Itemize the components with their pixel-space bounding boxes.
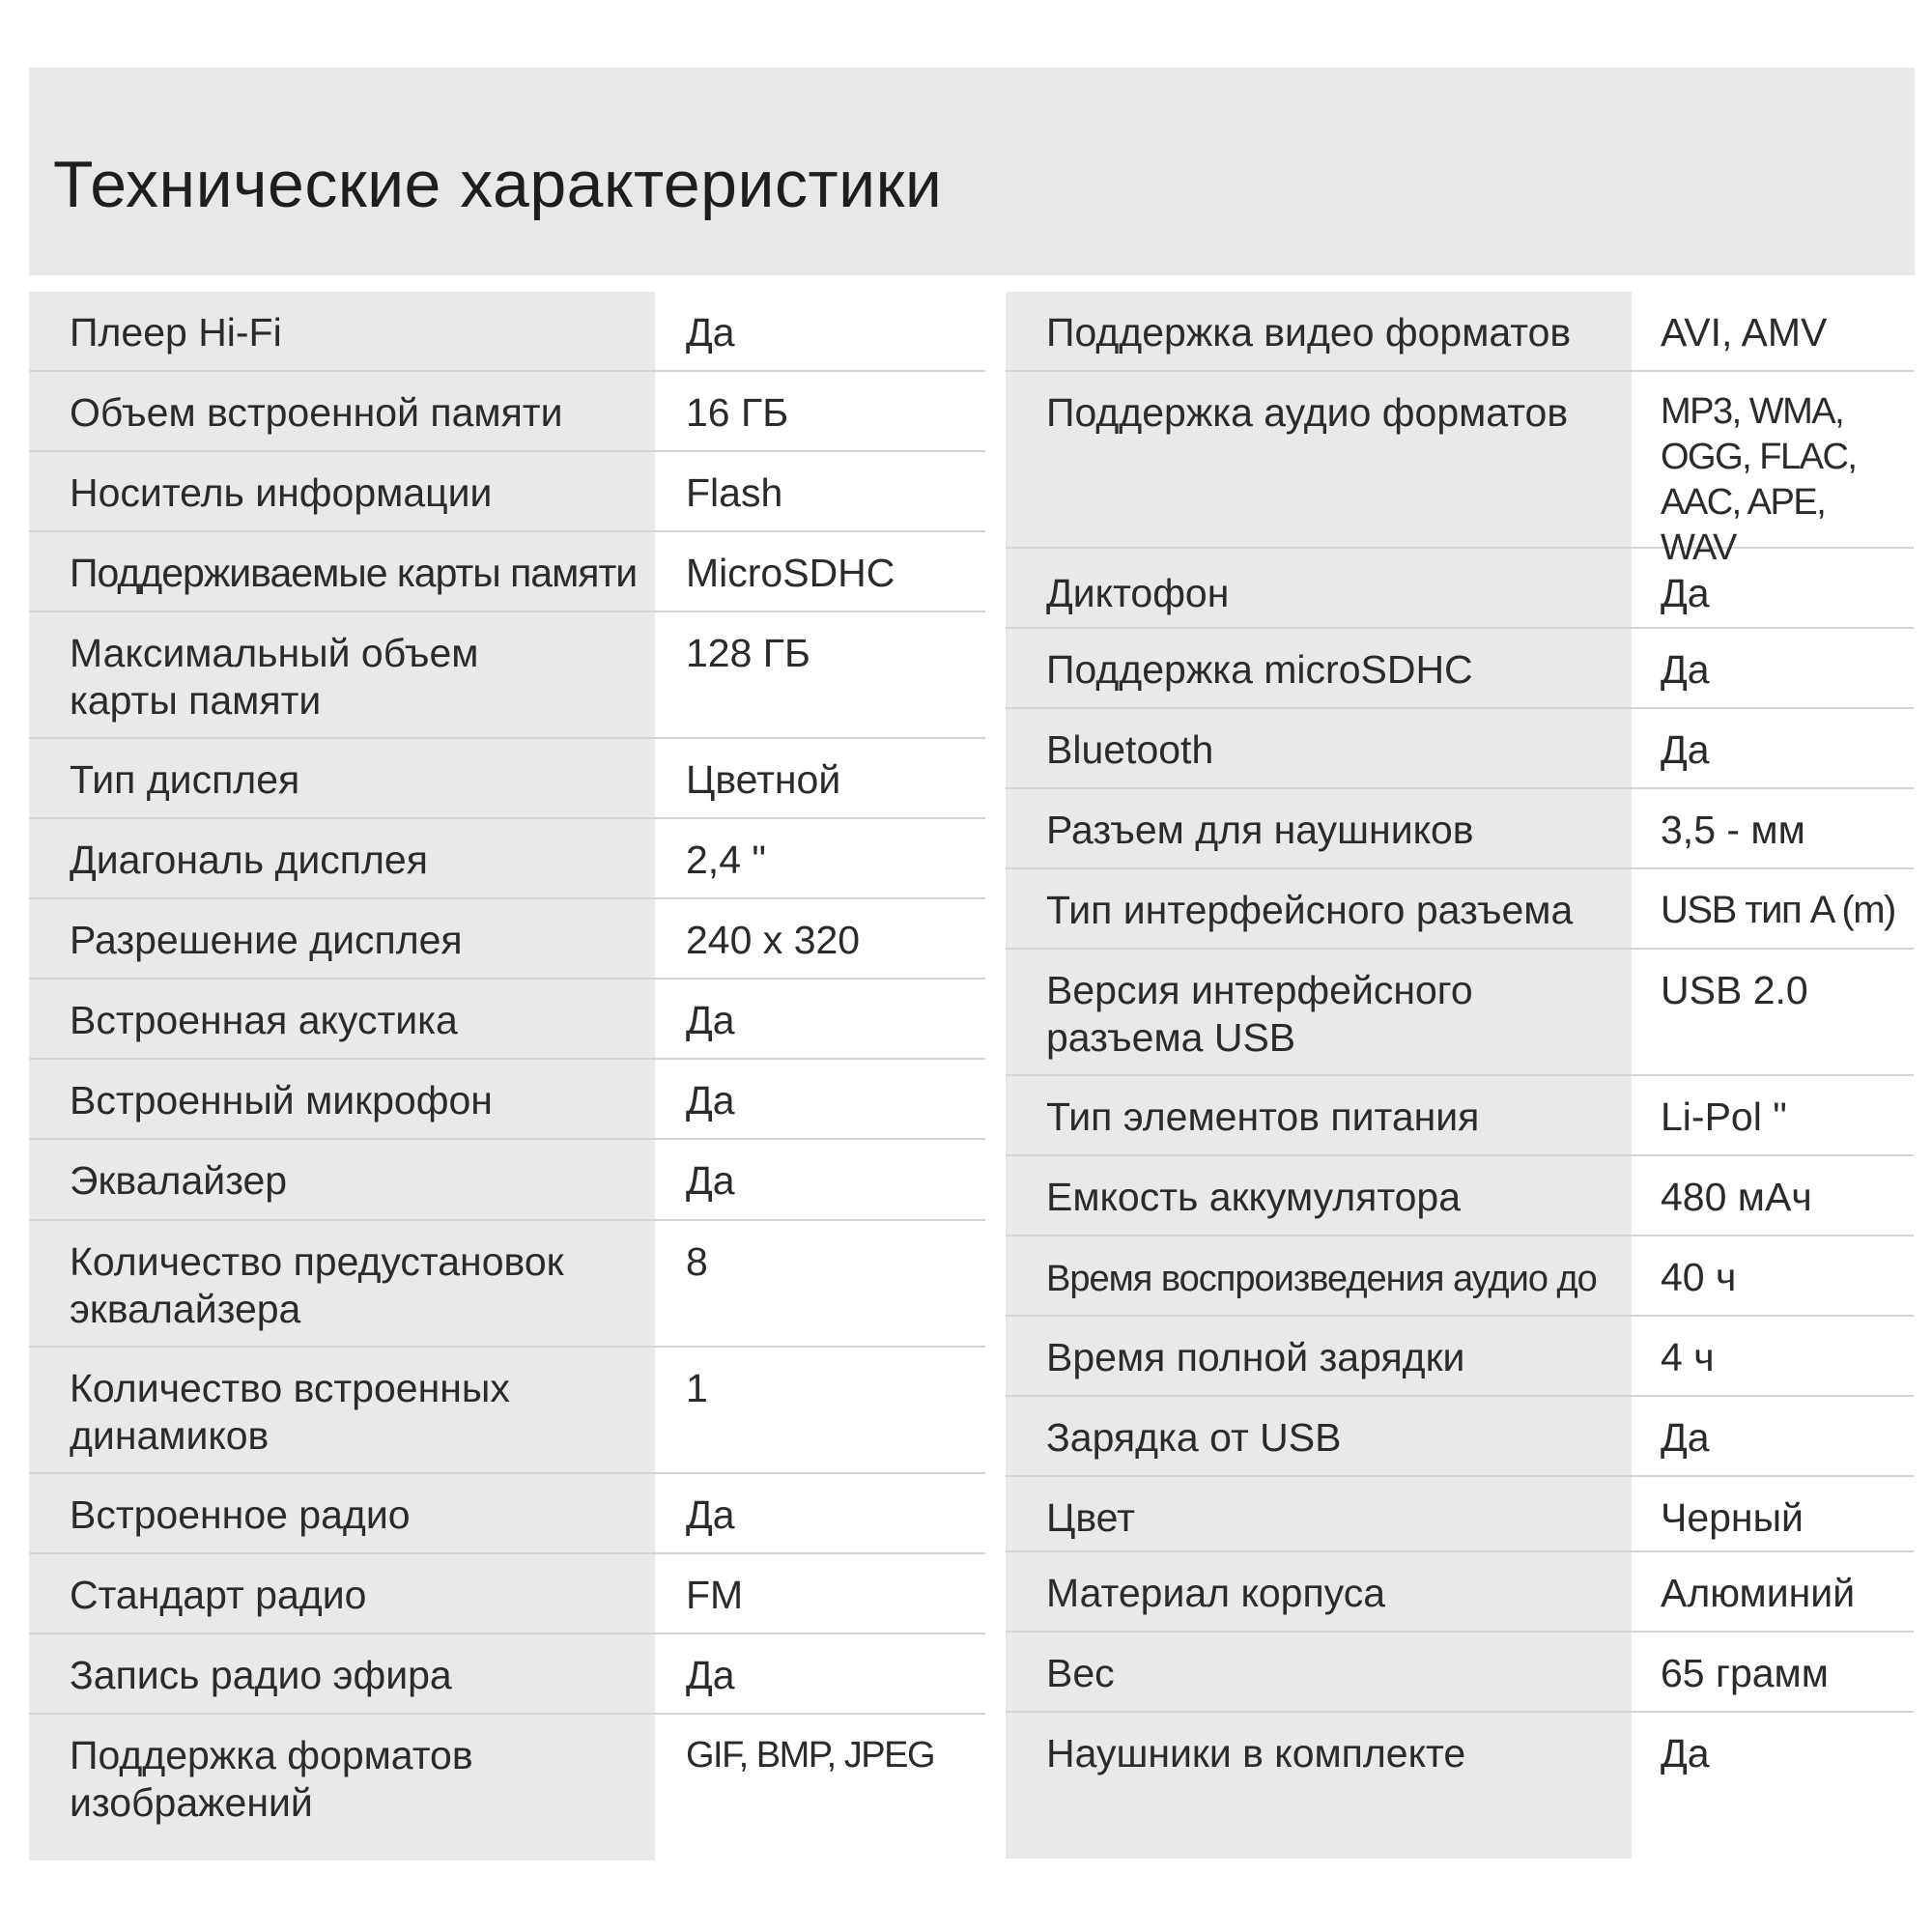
- spec-value: 4 ч: [1661, 1335, 1715, 1379]
- spec-value: Li-Pol ": [1661, 1094, 1787, 1139]
- spec-value: Да: [686, 1653, 735, 1697]
- spec-label: Поддержка видео форматов: [1046, 310, 1572, 355]
- spec-label: Зарядка от USB: [1046, 1415, 1342, 1460]
- spec-row: [1006, 1552, 1914, 1633]
- spec-row: [29, 1715, 985, 1861]
- spec-label: Объем встроенной памяти: [70, 390, 563, 435]
- spec-row: [1006, 1633, 1914, 1713]
- spec-row: [29, 1554, 985, 1634]
- spec-value: Да: [686, 1078, 735, 1122]
- spec-row: [29, 1221, 985, 1348]
- spec-label: Носитель информации: [70, 470, 493, 515]
- spec-row: [29, 819, 985, 899]
- spec-value: USB тип A (m): [1661, 889, 1895, 931]
- spec-row: [1006, 1397, 1914, 1477]
- spec-value: Цветной: [686, 757, 841, 802]
- spec-value: USB 2.0: [1661, 968, 1808, 1012]
- spec-label: Встроенный микрофон: [70, 1078, 493, 1122]
- spec-value: 8: [686, 1239, 708, 1284]
- spec-row: [1006, 1713, 1914, 1859]
- spec-row: [29, 1348, 985, 1474]
- spec-value: Да: [1661, 571, 1710, 615]
- spec-value: Да: [686, 1492, 735, 1537]
- spec-value: Да: [1661, 1731, 1710, 1776]
- spec-label: Максимальный объем карты памяти: [70, 631, 479, 723]
- spec-label: Поддержка форматов изображений: [70, 1733, 473, 1825]
- spec-row: [29, 452, 985, 532]
- spec-label: Разъем для наушников: [1046, 808, 1474, 852]
- spec-label: Встроенное радио: [70, 1492, 411, 1537]
- spec-row: [1006, 1076, 1914, 1156]
- spec-value: Да: [686, 998, 735, 1042]
- spec-row: [1006, 292, 1914, 372]
- spec-label: Стандарт радио: [70, 1573, 367, 1617]
- spec-row: [1006, 549, 1914, 629]
- spec-value: Да: [686, 1158, 735, 1203]
- spec-label: Количество предустановок эквалайзера: [70, 1239, 564, 1331]
- spec-row: [1006, 1477, 1914, 1552]
- spec-value: 65 грамм: [1661, 1651, 1829, 1695]
- spec-label: Тип дисплея: [70, 757, 300, 802]
- spec-value: Да: [1661, 1415, 1710, 1460]
- spec-value: 2,4 ": [686, 838, 766, 882]
- spec-label: Версия интерфейсного разъема USB: [1046, 968, 1473, 1060]
- spec-label: Емкость аккумулятора: [1046, 1175, 1462, 1219]
- spec-label: Материал корпуса: [1046, 1571, 1386, 1615]
- spec-row: [1006, 1236, 1914, 1317]
- spec-label: Диктофон: [1046, 571, 1230, 615]
- spec-label: Поддерживаемые карты памяти: [70, 551, 638, 595]
- spec-label: Поддержка microSDHC: [1046, 647, 1473, 692]
- spec-row: [1006, 372, 1914, 568]
- spec-value: MP3, WMA, OGG, FLAC, AAC, APE, WAV: [1661, 391, 1857, 568]
- spec-label: Запись радио эфира: [70, 1653, 452, 1697]
- spec-row: [29, 899, 985, 980]
- spec-label: Время полной зарядки: [1046, 1335, 1465, 1379]
- spec-row: [29, 1140, 985, 1221]
- spec-row: [1006, 869, 1914, 950]
- spec-value: Алюминий: [1661, 1571, 1856, 1615]
- spec-label: Поддержка аудио форматов: [1046, 390, 1569, 435]
- spec-row: [29, 612, 985, 739]
- spec-row: [29, 1634, 985, 1715]
- spec-label: Вес: [1046, 1651, 1115, 1695]
- spec-label: Диагональ дисплея: [70, 838, 428, 882]
- spec-value: Да: [686, 310, 735, 355]
- spec-label: Эквалайзер: [70, 1158, 288, 1203]
- spec-row: [1006, 709, 1914, 789]
- spec-value: 240 x 320: [686, 918, 861, 962]
- spec-label: Цвет: [1046, 1495, 1135, 1540]
- spec-row: [1006, 950, 1914, 1076]
- spec-row: [1006, 1156, 1914, 1236]
- spec-label: Bluetooth: [1046, 727, 1214, 772]
- spec-value: 480 мАч: [1661, 1175, 1812, 1219]
- spec-value: Да: [1661, 727, 1710, 772]
- spec-value: 128 ГБ: [686, 631, 810, 675]
- spec-row: [29, 980, 985, 1060]
- spec-label: Наушники в комплекте: [1046, 1731, 1466, 1776]
- spec-row: [29, 292, 985, 372]
- spec-label: Тип интерфейсного разъема: [1046, 888, 1574, 932]
- spec-value: AVI, AMV: [1661, 310, 1828, 355]
- spec-row: [29, 1060, 985, 1140]
- spec-row: [1006, 1317, 1914, 1397]
- spec-label: Тип элементов питания: [1046, 1094, 1480, 1139]
- spec-label: Количество встроенных динамиков: [70, 1366, 510, 1458]
- header-banner: [29, 68, 1915, 275]
- specs-table-right: [1006, 292, 1914, 1859]
- spec-value: Черный: [1661, 1495, 1804, 1540]
- spec-value: 1: [686, 1366, 708, 1410]
- spec-value: 3,5 - мм: [1661, 808, 1805, 852]
- spec-value: 40 ч: [1661, 1255, 1737, 1299]
- page-title: Технические характеристики: [53, 148, 943, 221]
- spec-value: MicroSDHC: [686, 551, 895, 595]
- spec-label: Время воспроизведения аудио до: [1046, 1259, 1597, 1299]
- spec-row: [29, 739, 985, 819]
- spec-row: [1006, 629, 1914, 709]
- spec-row: [29, 1474, 985, 1554]
- spec-value: 16 ГБ: [686, 390, 789, 435]
- spec-row: [29, 532, 985, 612]
- spec-label: Встроенная акустика: [70, 998, 458, 1042]
- spec-value: Flash: [686, 470, 783, 515]
- spec-value: GIF, BMP, JPEG: [686, 1735, 935, 1776]
- spec-label: Разрешение дисплея: [70, 918, 463, 962]
- spec-value: FM: [686, 1573, 744, 1617]
- spec-label: Плеер Hi-Fi: [70, 310, 282, 355]
- spec-row: [29, 372, 985, 452]
- spec-value: Да: [1661, 647, 1710, 692]
- specs-table-left: [29, 292, 985, 1861]
- spec-row: [1006, 789, 1914, 869]
